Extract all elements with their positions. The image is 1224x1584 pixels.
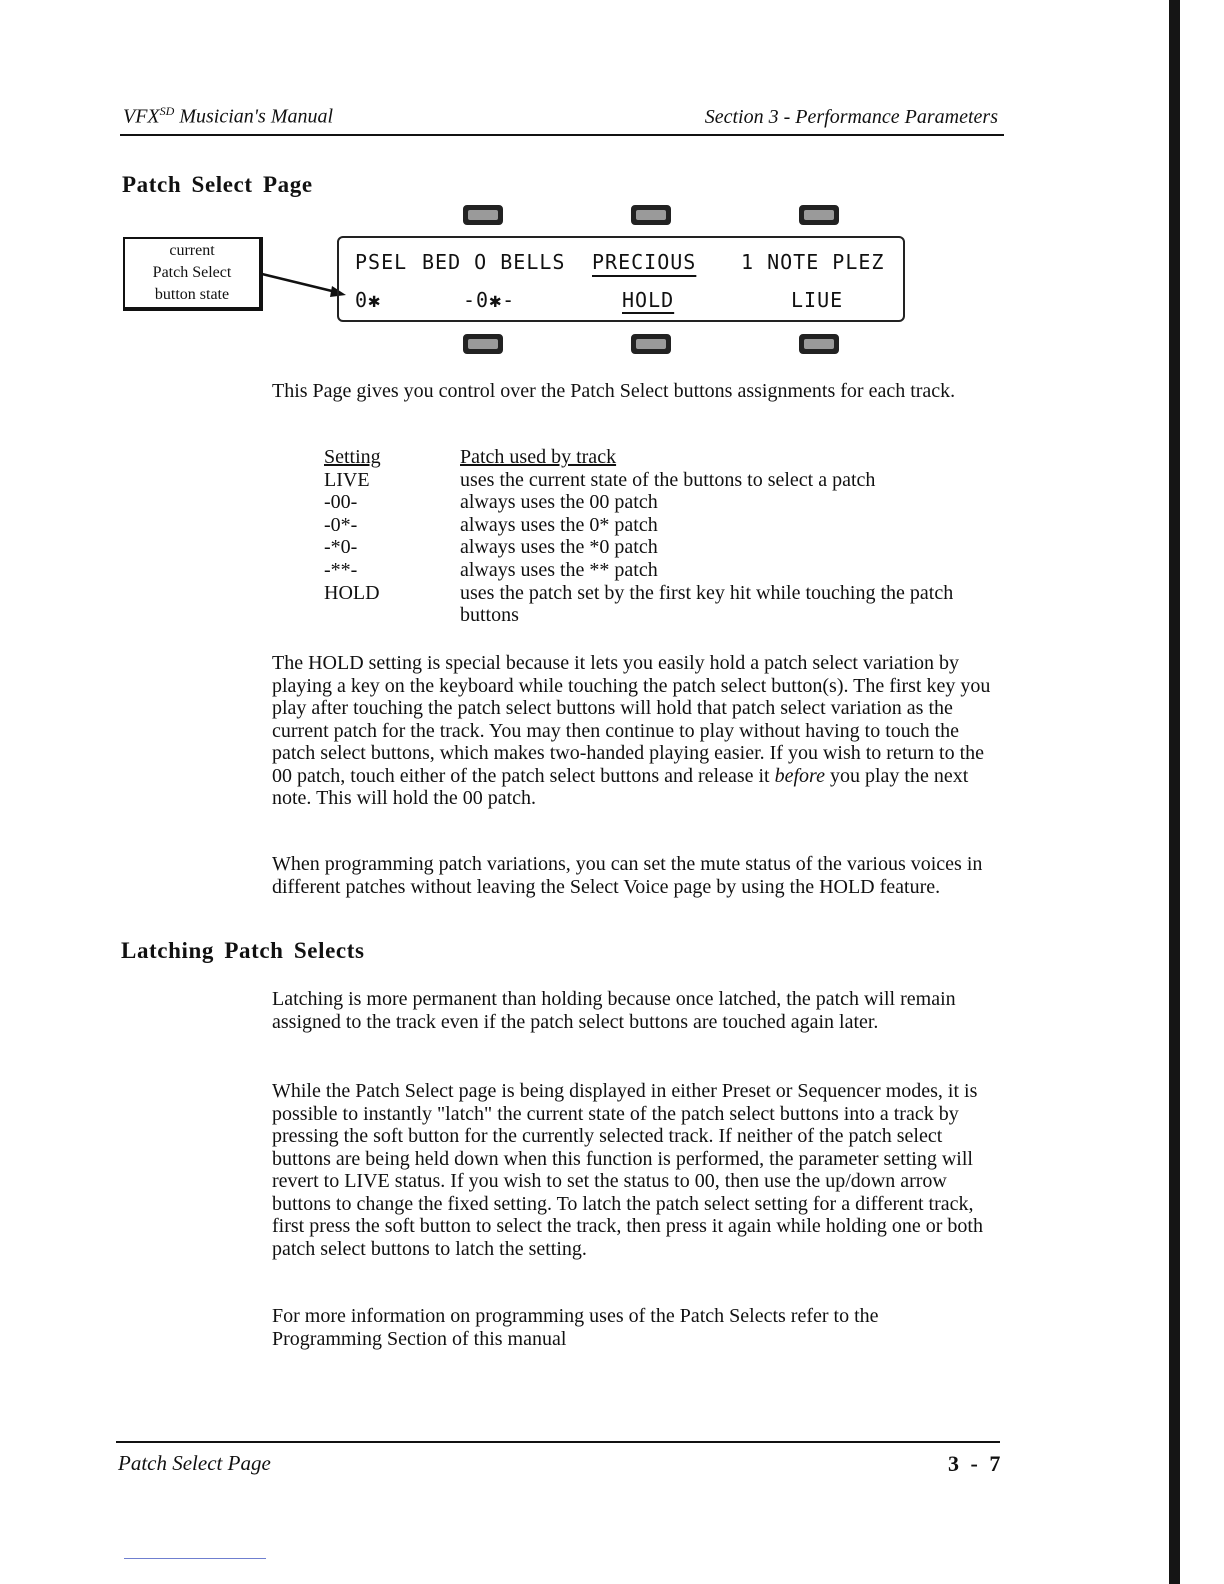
callout-line: button state [154,286,230,303]
setting-value: -**- [324,558,358,581]
latching-heading: Latching Patch Selects [121,938,365,963]
page-number: 3 - 7 [948,1451,1004,1476]
lcd-track-name-2-selected: PRECIOUS [592,250,697,274]
lcd-value-3: LIUE [791,288,844,312]
setting-value: -00- [324,491,358,514]
setting-value: LIVE [324,468,370,491]
soft-button-1-top[interactable] [463,205,503,225]
soft-button-2-top[interactable] [631,205,671,225]
callout-box [123,237,263,311]
setting-description: uses the patch set by the first key hit while touching the patch buttons [460,581,954,627]
lcd-value-1: -0✱- [463,288,516,312]
setting-value: HOLD [324,581,380,604]
manual-title-main: VFX [123,105,160,128]
setting-column-header: Setting [324,446,381,468]
callout-line: current [169,242,215,259]
manual-title [123,104,333,129]
soft-button-3-top[interactable] [799,205,839,225]
setting-description: always uses the ** patch [460,558,658,581]
hold-paragraph [272,652,1002,810]
intro-paragraph: This Page gives you control over the Patch Select buttons assignments for each track. [272,380,956,402]
soft-button-3-bottom[interactable] [799,334,839,354]
lcd-display [337,236,905,322]
lcd-button-state: 0✱ [355,288,382,312]
footer-title: Patch Select Page [118,1451,271,1475]
lcd-track-name-3: 1 NOTE PLEZ [741,250,885,274]
setting-description: always uses the 0* patch [460,513,658,536]
header-rule [120,134,1004,136]
manual-title-rest: Musician's Manual [174,105,334,128]
bottom-line [124,1558,266,1559]
description-column-header: Patch used by track [460,446,617,468]
footer-rule [116,1441,1000,1443]
latching-paragraph-1: Latching is more permanent than holding because once latched, the patch will remain assigned to the track even if the patch select buttons are touched again later. [272,988,956,1033]
lcd-value-2-selected: HOLD [622,288,675,312]
callout-line: Patch Select [152,264,232,281]
hold-paragraph-emphasis: before [774,764,825,787]
latching-paragraph-2: While the Patch Select page is being displayed in either Preset or Sequencer modes, it is possible to instantly "latch" the current state of the patch select buttons into a track by pressing the soft button for the currently selected track. If neither of the patch select buttons are being held down when this function is performed, the parameter setting will revert to LIVE status. If you wish to set the status to 00, then use the up/down arrow buttons to change the fixed setting. To latch the patch select setting for a different track, first press the soft button to select the track, then press it again while holding one or both patch select buttons to latch the setting. [272,1080,983,1260]
soft-button-2-bottom[interactable] [631,334,671,354]
setting-description: always uses the *0 patch [460,536,658,559]
setting-description: uses the current state of the buttons to select a patch [460,468,876,491]
patch-select-heading: Patch Select Page [122,172,313,197]
description-column [460,446,960,627]
hold-paragraph-text-1: The HOLD setting is special because it lets you easily hold a patch select variation by playing a key on the keyboard while touching the patch select button(s). The first key you play after touching the patch select buttons will hold that patch select variation as the current patch for the track. You may then continue to play without having to touch the patch select buttons, which makes two-handed playing easier. If you wish to return to the 00 patch, touch either of the patch select buttons and release it [272,652,991,787]
latching-paragraph-3: For more information on programming uses of the Patch Selects refer to the Programming Section of this manual [272,1305,879,1350]
setting-value: -0*- [324,513,358,536]
setting-value: -*0- [324,536,358,559]
page-edge-bar [1169,0,1180,1584]
setting-description: always uses the 00 patch [460,491,658,514]
soft-button-1-bottom[interactable] [463,334,503,354]
section-title: Section 3 - Performance Parameters [704,106,998,128]
lcd-track-name-1: BED O BELLS [422,250,566,274]
lcd-page-label: PSEL [355,250,408,274]
programming-paragraph: When programming patch variations, you can set the mute status of the various voices in different patches without leaving the Select Voice page by using the HOLD feature. [272,853,983,898]
settings-column [324,446,381,604]
manual-title-sup: SD [159,104,175,118]
hold-paragraph-text-2: you play the next note. This will hold the 00 patch. [272,764,969,809]
